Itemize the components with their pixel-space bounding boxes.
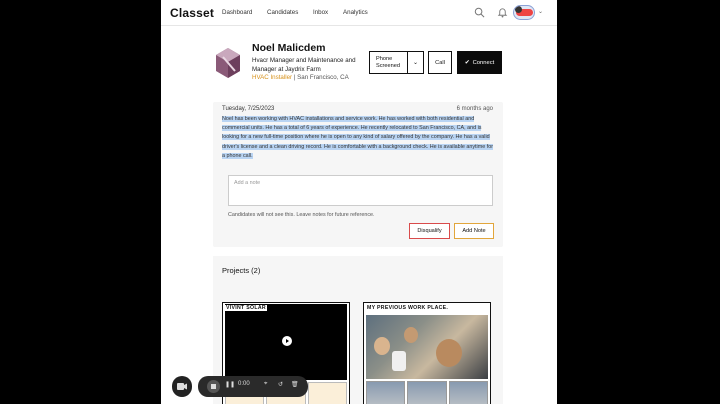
company-logo-icon (215, 47, 241, 79)
project-thumbnail[interactable] (449, 381, 488, 404)
chevron-down-icon[interactable]: ⌄ (538, 9, 544, 15)
connect-label: Connect (472, 59, 495, 66)
add-note-button[interactable]: Add Note (454, 223, 494, 239)
pause-icon[interactable]: ❚❚ (225, 382, 236, 388)
user-avatar[interactable] (513, 5, 535, 20)
candidate-name: Noel Malicdem (252, 42, 326, 54)
recorder-camera-button[interactable] (172, 376, 192, 397)
projects-title: Projects (2) (222, 266, 261, 275)
crosshair-icon[interactable]: ⌖ (264, 381, 268, 387)
stop-icon[interactable] (207, 380, 220, 393)
top-navigation (161, 0, 557, 26)
project-thumbnail[interactable] (366, 381, 405, 404)
candidate-role: Hvacr Manager and Maintenance and Manager at Jaydrix Farm (252, 57, 356, 73)
project-video[interactable] (225, 304, 347, 380)
trash-icon[interactable]: 🗑 (291, 382, 299, 388)
recorder-controls (198, 376, 308, 397)
classet-logo[interactable]: Classet (170, 6, 215, 20)
candidate-summary (222, 115, 494, 161)
project-thumbnail[interactable] (407, 381, 446, 404)
app-window (161, 0, 557, 404)
project-thumbnails (366, 381, 488, 404)
search-icon[interactable] (474, 7, 485, 18)
meta-separator: | (292, 74, 298, 81)
status-dropdown[interactable] (369, 51, 424, 74)
project-title: VIVINT SOLAR (226, 305, 266, 311)
restart-icon[interactable]: ↺ (278, 382, 284, 388)
nav-analytics[interactable]: Analytics (343, 9, 368, 16)
note-card (213, 102, 503, 247)
screen-recorder-toolbar (172, 376, 307, 397)
add-note-input[interactable]: Add a note (228, 175, 493, 206)
check-icon: ✔ (464, 59, 470, 66)
job-tag[interactable]: HVAC Installer (252, 74, 293, 81)
play-icon[interactable] (282, 336, 292, 346)
nav-candidates[interactable]: Candidates (267, 9, 299, 16)
project-title: MY PREVIOUS WORK PLACE. (367, 305, 449, 311)
project-thumbnail[interactable] (308, 382, 347, 404)
project-photo[interactable] (366, 315, 488, 379)
note-age: 6 months ago (456, 106, 493, 112)
disqualify-button[interactable]: Disqualify (409, 223, 450, 239)
status-label[interactable]: Phone Screened (370, 52, 408, 73)
nav-dashboard[interactable]: Dashboard (222, 9, 253, 16)
recorder-timer: 0:00 (238, 381, 250, 387)
note-helper-text: Candidates will not see this. Leave notes for future reference. (228, 212, 375, 218)
candidate-meta (252, 74, 349, 81)
candidate-location: San Francisco, CA (297, 74, 349, 81)
project-card[interactable] (363, 302, 491, 404)
note-date: Tuesday, 7/25/2023 (222, 106, 275, 112)
connect-button[interactable] (457, 51, 502, 74)
call-button[interactable]: Call (428, 51, 452, 74)
camera-icon (172, 376, 192, 397)
summary-text: Noel has been working with HVAC installations and service work. He has worked with both residential and commercial units. He has a total of 6 years of experience. He recently relocated to San Francisco, CA, and is looking for a new full-time position where he is open to any kind of salary offered by the company. He has a valid driver's license and a clean driving record. He is comfortable with a background check. He is available anytime for a phone call. (222, 116, 493, 159)
nav-inbox[interactable]: Inbox (313, 9, 329, 16)
chevron-down-icon[interactable]: ⌄ (412, 60, 419, 66)
bell-icon[interactable] (497, 7, 508, 18)
